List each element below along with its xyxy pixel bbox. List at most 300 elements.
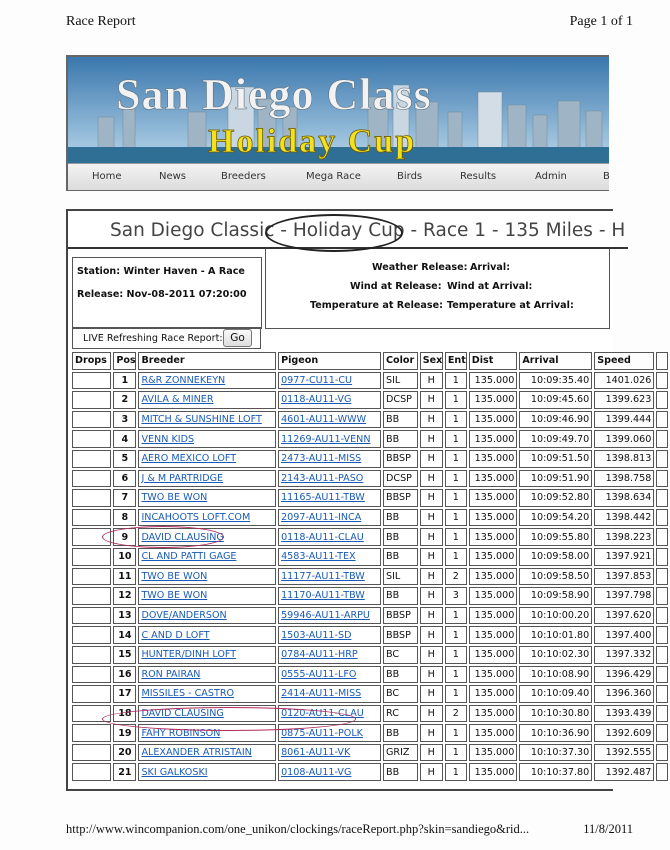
col-ent[interactable]: Ent [445,352,467,370]
cell-dist: 135.000 [469,489,518,507]
cell-arrival: 10:10:30.80 [519,705,592,723]
cell-sex: H [420,646,443,664]
col-speed[interactable]: Speed [594,352,654,370]
cell-breeder-link[interactable]: C AND D LOFT [141,629,210,641]
cell-color: BB [383,548,418,566]
cell-pigeon-link[interactable]: 1503-AU11-SD [281,629,352,641]
cell-dist: 135.000 [469,372,518,390]
cell-color: BBSP [383,626,418,644]
cell-breeder [138,411,276,429]
cell-pos: 19 [113,724,136,742]
temperature-arrival-label: Temperature at Arrival: [447,300,574,311]
cell-arrival: 10:09:55.80 [519,528,592,546]
cell-sex: H [420,744,443,762]
cell-dist: 135.000 [469,411,518,429]
cell-ent: 3 [445,587,467,605]
cell-breeder-link[interactable]: DAVID CLAUSING [141,531,224,543]
cell-pos: 20 [113,744,136,762]
cell-pos: 5 [113,450,136,468]
cell-breeder [138,372,276,390]
cell-color: BB [383,411,418,429]
cell-speed: 1392.609 [594,724,654,742]
cell-breeder [138,744,276,762]
col-color[interactable]: Color [383,352,418,370]
cell-sex: H [420,568,443,586]
table-row [72,607,668,625]
cell-ent: 1 [445,666,467,684]
cell-dist: 135.000 [469,607,518,625]
cell-pigeon-link[interactable]: 2143-AU11-PASO [281,472,364,484]
cell-pigeon [278,372,381,390]
table-row [72,489,668,507]
cell-pos: 1 [113,372,136,390]
cell-sex: H [420,489,443,507]
cell-color: RC [383,705,418,723]
print-footer [66,822,633,837]
cell-ent: 1 [445,430,467,448]
cell-breeder [138,548,276,566]
cell-ent: 1 [445,489,467,507]
cell-dist: 135.000 [469,509,518,527]
col-pos[interactable]: Pos [113,352,136,370]
cell-pigeon-link[interactable]: 4583-AU11-TEX [281,551,356,563]
cell-pos: 14 [113,626,136,644]
cell-ent: 1 [445,548,467,566]
cell-pigeon-link[interactable]: 0784-AU11-HRP [281,649,358,661]
cell-breeder-link[interactable]: FAHY ROBINSON [141,727,221,739]
cell-dist: 135.000 [469,724,518,742]
cell-pos: 4 [113,430,136,448]
cell-speed: 1392.555 [594,744,654,762]
cell-arrival: 10:09:49.70 [519,430,592,448]
cell-drops [72,509,111,527]
cell-ent: 1 [445,744,467,762]
cell-speed: 1392.487 [594,763,654,781]
col-dist[interactable]: Dist [469,352,518,370]
cell-pigeon [278,528,381,546]
race-title: San Diego Classic - Holiday Cup - Race 1 - 135 Miles - H [68,211,628,249]
nav-breeders[interactable]: Breeders [221,171,266,182]
cell-drops [72,568,111,586]
cell-speed: 1398.442 [594,509,654,527]
cell-dist: 135.000 [469,666,518,684]
cell-pigeon [278,607,381,625]
cell-pigeon-link[interactable]: 0977-CU11-CU [281,374,353,386]
cell-drops [72,587,111,605]
cell-sex: H [420,411,443,429]
cell-ent: 1 [445,372,467,390]
cell-pos: 16 [113,666,136,684]
cell-pigeon-link[interactable]: 59946-AU11-ARPU [281,610,370,622]
cell-pigeon [278,724,381,742]
table-row [72,568,668,586]
banner-skyline-image [68,57,609,163]
cell-pigeon [278,626,381,644]
cell-pigeon-link[interactable]: 0118-AU11-VG [281,394,352,406]
cell-sex: H [420,430,443,448]
cell-dist: 135.000 [469,568,518,586]
cell-breeder-link[interactable]: RON PAIRAN [141,668,201,680]
cell-color: BB [383,430,418,448]
release-label: Release: Nov-08-2011 07:20:00 [77,289,247,300]
nav-birds[interactable]: Birds [397,171,423,182]
cell-color: BBSP [383,489,418,507]
cell-pos: 2 [113,391,136,409]
table-row [72,646,668,664]
cell-color: SIL [383,568,418,586]
cell-breeder-link[interactable]: TWO BE WON [141,570,208,582]
table-row [72,548,668,566]
table-row [72,391,668,409]
cell-ent: 1 [445,685,467,703]
cell-extra [656,548,668,566]
cell-breeder [138,685,276,703]
cell-arrival: 10:10:01.80 [519,626,592,644]
cell-pigeon-link[interactable]: 8061-AU11-VK [281,747,351,759]
cell-breeder [138,489,276,507]
cell-breeder [138,607,276,625]
cell-breeder-link[interactable]: TWO BE WON [141,492,208,504]
cell-pigeon-link[interactable]: 2097-AU11-INCA [281,512,362,524]
cell-breeder-link[interactable]: SKI GALKOSKI [141,766,208,778]
cell-sex: H [420,528,443,546]
cell-drops [72,763,111,781]
cell-pigeon [278,450,381,468]
weather-box [265,249,610,329]
cell-pigeon-link[interactable]: 0120-AU11-CLAU [281,707,364,719]
results-body [72,372,668,781]
cell-sex: H [420,470,443,488]
cell-color: BBSP [383,607,418,625]
race-info-box [72,257,262,329]
race-report-panel [66,209,652,791]
wind-release-label: Wind at Release: [350,281,442,292]
table-row [72,430,668,448]
cell-pigeon [278,489,381,507]
cell-pigeon [278,685,381,703]
cell-pos: 7 [113,489,136,507]
live-refresh-label: LIVE Refreshing Race Report: [83,333,223,344]
go-button[interactable]: Go [223,329,252,347]
cell-drops [72,450,111,468]
cell-breeder-link[interactable]: INCAHOOTS LOFT.COM [141,512,251,524]
cell-speed: 1397.620 [594,607,654,625]
cell-drops [72,685,111,703]
nav-results[interactable]: Results [460,171,497,182]
col-extra [656,352,668,370]
cell-pigeon-link[interactable]: 0555-AU11-LFO [281,668,357,680]
cell-ent: 1 [445,528,467,546]
cell-breeder-link[interactable]: VENN KIDS [141,433,195,445]
cell-color: SIL [383,372,418,390]
cell-sex: H [420,607,443,625]
cell-pigeon-link[interactable]: 11177-AU11-TBW [281,570,365,582]
col-sex[interactable]: Sex [420,352,443,370]
table-row [72,724,668,742]
cell-drops [72,666,111,684]
cell-breeder [138,528,276,546]
cell-drops [72,607,111,625]
cell-dist: 135.000 [469,391,518,409]
cell-speed: 1396.429 [594,666,654,684]
cell-pigeon [278,666,381,684]
print-header [66,14,633,30]
cell-pos: 3 [113,411,136,429]
cell-arrival: 10:09:58.90 [519,587,592,605]
cell-speed: 1398.223 [594,528,654,546]
cell-breeder [138,568,276,586]
cell-breeder [138,450,276,468]
banner-subtitle: Holiday Cup [208,123,417,160]
cell-drops [72,372,111,390]
table-row [72,666,668,684]
cell-arrival: 10:10:08.90 [519,666,592,684]
cell-color: BB [383,666,418,684]
cell-sex: H [420,626,443,644]
table-row [72,685,668,703]
cell-pigeon-link[interactable]: 2473-AU11-MISS [281,453,362,465]
cell-breeder [138,470,276,488]
cell-drops [72,626,111,644]
cell-color: BB [383,509,418,527]
cell-pigeon [278,548,381,566]
cell-breeder [138,509,276,527]
cell-pigeon-link[interactable]: 11170-AU11-TBW [281,590,365,602]
cell-speed: 1397.853 [594,568,654,586]
cell-ent: 1 [445,509,467,527]
cell-extra [656,470,668,488]
cell-extra [656,626,668,644]
cell-ent: 1 [445,626,467,644]
temperature-release-label: Temperature at Release: [310,300,443,311]
cell-ent: 1 [445,724,467,742]
footer-date: 11/8/2011 [583,822,633,836]
cell-extra [656,607,668,625]
cell-dist: 135.000 [469,685,518,703]
nav-more[interactable]: B [603,171,610,182]
wind-arrival-label: Wind at Arrival: [447,281,533,292]
cell-drops [72,430,111,448]
cell-sex: H [420,724,443,742]
col-breeder[interactable]: Breeder [138,352,276,370]
cell-drops [72,528,111,546]
col-drops[interactable]: Drops [72,352,111,370]
cell-arrival: 10:10:00.20 [519,607,592,625]
cell-pigeon [278,470,381,488]
cell-extra [656,489,668,507]
print-header-title: Race Report [66,14,136,29]
cell-extra [656,372,668,390]
cell-breeder-link[interactable]: DOVE/ANDERSON [141,610,227,622]
cell-breeder-link[interactable]: MISSILES - CASTRO [141,688,235,700]
cell-pos: 15 [113,646,136,664]
cell-ent: 2 [445,568,467,586]
cell-breeder [138,587,276,605]
cell-speed: 1401.026 [594,372,654,390]
cell-ent: 1 [445,646,467,664]
nav-news[interactable]: News [159,171,187,182]
cell-ent: 1 [445,450,467,468]
cell-arrival: 10:09:58.50 [519,568,592,586]
cell-pigeon [278,430,381,448]
cell-color: BB [383,724,418,742]
cell-pos: 12 [113,587,136,605]
cell-pigeon [278,763,381,781]
cell-dist: 135.000 [469,450,518,468]
cell-breeder [138,391,276,409]
cell-pigeon-link[interactable]: 11165-AU11-TBW [281,492,365,504]
cell-extra [656,705,668,723]
cell-breeder-link[interactable]: HUNTER/DINH LOFT [141,649,237,661]
cell-arrival: 10:09:52.80 [519,489,592,507]
cell-pigeon-link[interactable]: 0118-AU11-CLAU [281,531,364,543]
cell-sex: H [420,509,443,527]
cell-breeder [138,430,276,448]
cell-color: DCSP [383,470,418,488]
cell-extra [656,763,668,781]
footer-url: http://www.wincompanion.com/one_unikon/clockings/raceReport.php?skin=sandiego&rid... [66,822,530,836]
cell-color: GRIZ [383,744,418,762]
cell-sex: H [420,391,443,409]
cell-pigeon-link[interactable]: 4601-AU11-WWW [281,414,367,426]
col-pigeon[interactable]: Pigeon [278,352,381,370]
cell-pigeon-link[interactable]: 0108-AU11-VG [281,766,352,778]
cell-sex: H [420,763,443,781]
cell-color: BC [383,685,418,703]
cell-extra [656,430,668,448]
cell-sex: H [420,666,443,684]
cell-extra [656,744,668,762]
col-arrival[interactable]: Arrival [519,352,592,370]
cell-breeder-link[interactable]: ALEXANDER ATRISTAIN [141,747,252,759]
cell-arrival: 10:09:35.40 [519,372,592,390]
table-row [72,763,668,781]
cell-dist: 135.000 [469,548,518,566]
cell-dist: 135.000 [469,470,518,488]
race-results-table [70,350,670,783]
cell-speed: 1399.444 [594,411,654,429]
nav-admin[interactable]: Admin [535,171,567,182]
cell-pigeon [278,646,381,664]
cell-extra [656,568,668,586]
cell-extra [656,587,668,605]
cell-dist: 135.000 [469,763,518,781]
table-row [72,470,668,488]
cell-color: DCSP [383,391,418,409]
cell-breeder-link[interactable]: J & M PARTRIDGE [141,472,224,484]
cell-sex: H [420,548,443,566]
cell-pigeon [278,705,381,723]
cell-breeder-link[interactable]: CL AND PATTI GAGE [141,551,237,563]
live-refresh-box [72,327,261,349]
cell-extra [656,724,668,742]
cell-breeder-link[interactable]: AVILA & MINER [141,394,214,406]
table-row [72,528,668,546]
cell-arrival: 10:10:37.80 [519,763,592,781]
cell-breeder [138,724,276,742]
cell-pos: 13 [113,607,136,625]
table-row [72,372,668,390]
cell-extra [656,685,668,703]
cell-extra [656,391,668,409]
cell-arrival: 10:09:58.00 [519,548,592,566]
cell-breeder [138,626,276,644]
cell-color: BBSP [383,450,418,468]
cell-speed: 1398.634 [594,489,654,507]
cell-pigeon-link[interactable]: 11269-AU11-VENN [281,433,371,445]
cell-pigeon-link[interactable]: 2414-AU11-MISS [281,688,362,700]
cell-speed: 1397.798 [594,587,654,605]
cell-arrival: 10:09:51.50 [519,450,592,468]
table-row [72,411,668,429]
cell-ent: 1 [445,763,467,781]
table-row [72,626,668,644]
nav-home[interactable]: Home [92,171,122,182]
site-nav [68,163,609,190]
cell-breeder-link[interactable]: DAVID CLAUSING [141,707,224,719]
cell-arrival: 10:09:46.90 [519,411,592,429]
cell-drops [72,646,111,664]
nav-mega-race[interactable]: Mega Race [306,171,361,182]
cell-pigeon [278,587,381,605]
cell-sex: H [420,372,443,390]
cell-drops [72,489,111,507]
cell-pigeon [278,568,381,586]
table-row [72,587,668,605]
cell-arrival: 10:09:54.20 [519,509,592,527]
cell-speed: 1398.813 [594,450,654,468]
cell-extra [656,646,668,664]
cell-speed: 1393.439 [594,705,654,723]
cell-drops [72,470,111,488]
cell-pos: 11 [113,568,136,586]
cell-arrival: 10:10:36.90 [519,724,592,742]
cell-sex: H [420,450,443,468]
cell-speed: 1399.623 [594,391,654,409]
table-row [72,705,668,723]
cell-speed: 1397.921 [594,548,654,566]
cell-color: BB [383,528,418,546]
cell-dist: 135.000 [469,528,518,546]
cell-dist: 135.000 [469,430,518,448]
cell-pigeon-link[interactable]: 0875-AU11-POLK [281,727,363,739]
cell-breeder-link[interactable]: TWO BE WON [141,590,208,602]
weather-release-label: Weather Release: [372,262,468,273]
cell-arrival: 10:10:09.40 [519,685,592,703]
cell-drops [72,411,111,429]
cell-drops [72,705,111,723]
cell-ent: 2 [445,705,467,723]
cell-drops [72,724,111,742]
cell-speed: 1397.400 [594,626,654,644]
cell-pos: 21 [113,763,136,781]
cell-breeder-link[interactable]: MITCH & SUNSHINE LOFT [141,414,262,426]
cell-dist: 135.000 [469,744,518,762]
cell-pigeon [278,744,381,762]
table-row [72,450,668,468]
cell-breeder-link[interactable]: AERO MEXICO LOFT [141,453,237,465]
cell-pos: 8 [113,509,136,527]
cell-arrival: 10:09:51.90 [519,470,592,488]
cell-breeder-link[interactable]: R&R ZONNEKEYN [141,374,226,386]
cell-ent: 1 [445,470,467,488]
station-label: Station: Winter Haven - A Race [77,266,245,277]
table-row [72,509,668,527]
banner-title: San Diego Class [116,70,432,119]
cell-breeder [138,666,276,684]
cell-dist: 135.000 [469,587,518,605]
cell-breeder [138,646,276,664]
